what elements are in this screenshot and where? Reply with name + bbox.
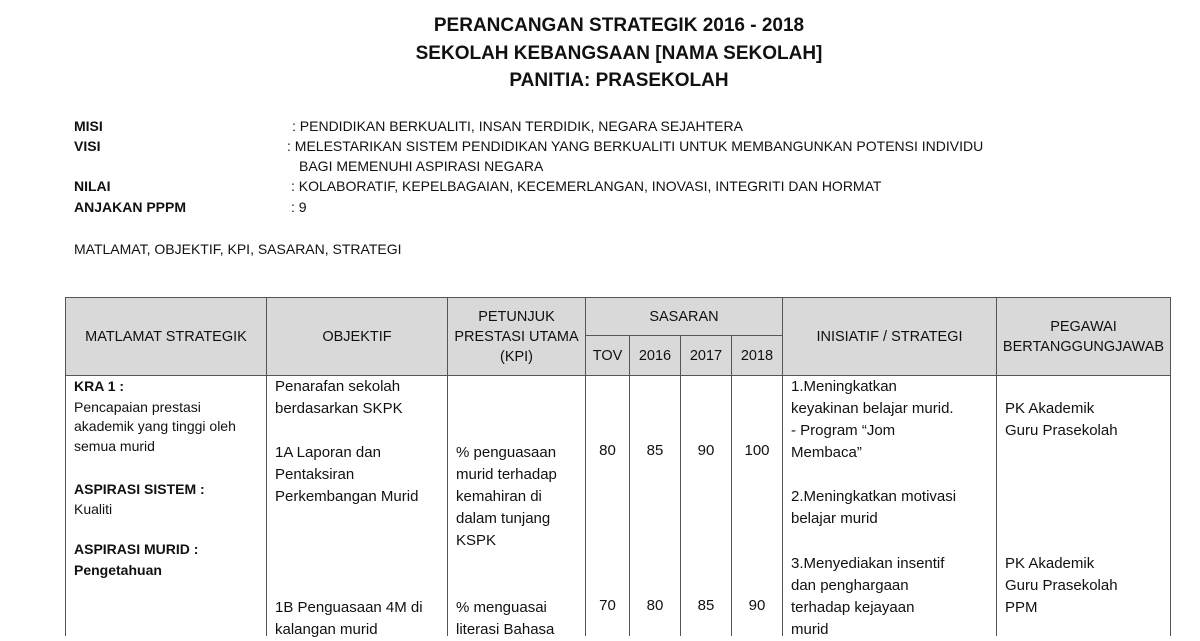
row2-tov: 70 — [599, 597, 616, 614]
kra-line1: Pencapaian prestasi — [74, 399, 201, 415]
header-kpi-line2: PRESTASI UTAMA — [454, 328, 579, 345]
row1-2018: 100 — [744, 442, 770, 459]
nilai-value: : KOLABORATIF, KEPELBAGAIAN, KECEMERLANGAN, INOVASI, INTEGRITI DAN HORMAT — [291, 178, 882, 194]
strategy-1-line4: Membaca” — [791, 444, 862, 461]
y2016-cell — [630, 376, 681, 637]
aspirasi-sistem-label: ASPIRASI SISTEM : — [74, 481, 205, 497]
anjakan-label: ANJAKAN PPPM — [74, 199, 187, 215]
nilai-label: NILAI — [74, 178, 111, 194]
anjakan-value: : 9 — [291, 199, 307, 215]
y2017-cell — [681, 376, 732, 637]
kpi-1-line5: KSPK — [456, 532, 497, 549]
strategy-1-line1: 1.Meningkatkan — [791, 378, 897, 395]
header-pegawai-line2: BERTANGGUNGJAWAB — [1002, 338, 1165, 355]
objektif-1a-line3: Perkembangan Murid — [275, 488, 419, 505]
officer-2-line1: PK Akademik — [1005, 555, 1095, 572]
officer-2-line2: Guru Prasekolah — [1005, 577, 1118, 594]
school-name: SEKOLAH KEBANGSAAN [NAMA SEKOLAH] — [415, 43, 823, 64]
kra-line3: semua murid — [74, 438, 155, 454]
matlamat-cell — [66, 376, 267, 637]
kpi-1-line2: murid terhadap — [456, 466, 557, 483]
section-subheading: MATLAMAT, OBJEKTIF, KPI, SASARAN, STRATEGI — [74, 241, 402, 257]
visi-value-cont: BAGI MEMENUHI ASPIRASI NEGARA — [299, 158, 544, 174]
kpi-1-line1: % penguasaan — [456, 444, 557, 461]
kpi-2-line1: % menguasai — [456, 599, 547, 616]
strategy-1-line3: - Program “Jom — [791, 422, 896, 439]
header-pegawai-line1: PEGAWAI — [1050, 318, 1117, 335]
header-kpi-line3: (KPI) — [499, 348, 534, 365]
misi-label: MISI — [74, 118, 103, 134]
header-2017: 2017 — [681, 336, 732, 376]
y2018-cell — [732, 376, 783, 637]
inisiatif-cell — [783, 376, 997, 637]
row1-2017: 90 — [697, 442, 715, 459]
header-2018: 2018 — [732, 336, 783, 376]
visi-label: VISI — [74, 138, 101, 154]
strategy-3-line1: 3.Menyediakan insentif — [791, 555, 945, 572]
header-kpi — [448, 298, 586, 376]
visi-value: : MELESTARIKAN SISTEM PENDIDIKAN YANG BERKUALITI UNTUK MEMBANGUNKAN POTENSI INDIVIDU — [287, 138, 984, 154]
committee-name: PANITIA: PRASEKOLAH — [509, 70, 729, 91]
header-tov: TOV — [586, 336, 630, 376]
kra-line2: akademik yang tinggi oleh — [74, 418, 236, 434]
header-pegawai — [997, 298, 1171, 376]
officer-2-line3: PPM — [1005, 599, 1038, 616]
aspirasi-murid-label: ASPIRASI MURID : — [74, 541, 199, 557]
objektif-0-line1: Penarafan sekolah — [275, 378, 401, 395]
strategy-1-line2: keyakinan belajar murid. — [791, 400, 954, 417]
document-title: PERANCANGAN STRATEGIK 2016 - 2018 — [433, 15, 805, 36]
objektif-cell — [267, 376, 448, 637]
row2-2018: 90 — [748, 597, 766, 614]
header-2016: 2016 — [630, 336, 681, 376]
kpi-cell — [448, 376, 586, 637]
aspirasi-sistem-value: Kualiti — [74, 501, 113, 517]
header-matlamat: MATLAMAT STRATEGIK — [66, 298, 267, 376]
tov-cell — [586, 376, 630, 637]
misi-value: : PENDIDIKAN BERKUALITI, INSAN TERDIDIK, NEGARA SEJAHTERA — [292, 118, 743, 134]
officer-1-line2: Guru Prasekolah — [1005, 422, 1118, 439]
objektif-1b-line2: kalangan murid — [275, 621, 378, 638]
header-inisiatif: INISIATIF / STRATEGI — [783, 298, 997, 376]
officer-1-line1: PK Akademik — [1005, 400, 1095, 417]
objektif-1a-line1: 1A Laporan dan — [275, 444, 381, 461]
row1-2016: 85 — [646, 442, 664, 459]
strategic-plan-table — [65, 297, 1171, 636]
aspirasi-murid-value: Pengetahuan — [74, 562, 162, 578]
strategy-3-line4: murid — [791, 621, 829, 638]
kpi-1-line3: kemahiran di — [456, 488, 542, 505]
kra-label: KRA 1 : — [74, 378, 125, 394]
strategy-3-line3: terhadap kejayaan — [791, 599, 915, 616]
pegawai-cell — [997, 376, 1171, 637]
strategy-2-line1: 2.Meningkatkan motivasi — [791, 488, 957, 505]
strategy-3-line2: dan penghargaan — [791, 577, 909, 594]
objektif-0-line2: berdasarkan SKPK — [275, 400, 403, 417]
header-objektif: OBJEKTIF — [267, 298, 448, 376]
kpi-2-line2: literasi Bahasa — [456, 621, 555, 638]
row2-2017: 85 — [697, 597, 715, 614]
row1-tov: 80 — [599, 442, 616, 459]
header-sasaran: SASARAN — [586, 298, 783, 336]
objektif-1a-line2: Pentaksiran — [275, 466, 355, 483]
row2-2016: 80 — [646, 597, 664, 614]
header-kpi-line1: PETUNJUK — [478, 308, 555, 325]
strategy-2-line2: belajar murid — [791, 510, 878, 527]
kpi-1-line4: dalam tunjang — [456, 510, 551, 527]
objektif-1b-line1: 1B Penguasaan 4M di — [275, 599, 423, 616]
